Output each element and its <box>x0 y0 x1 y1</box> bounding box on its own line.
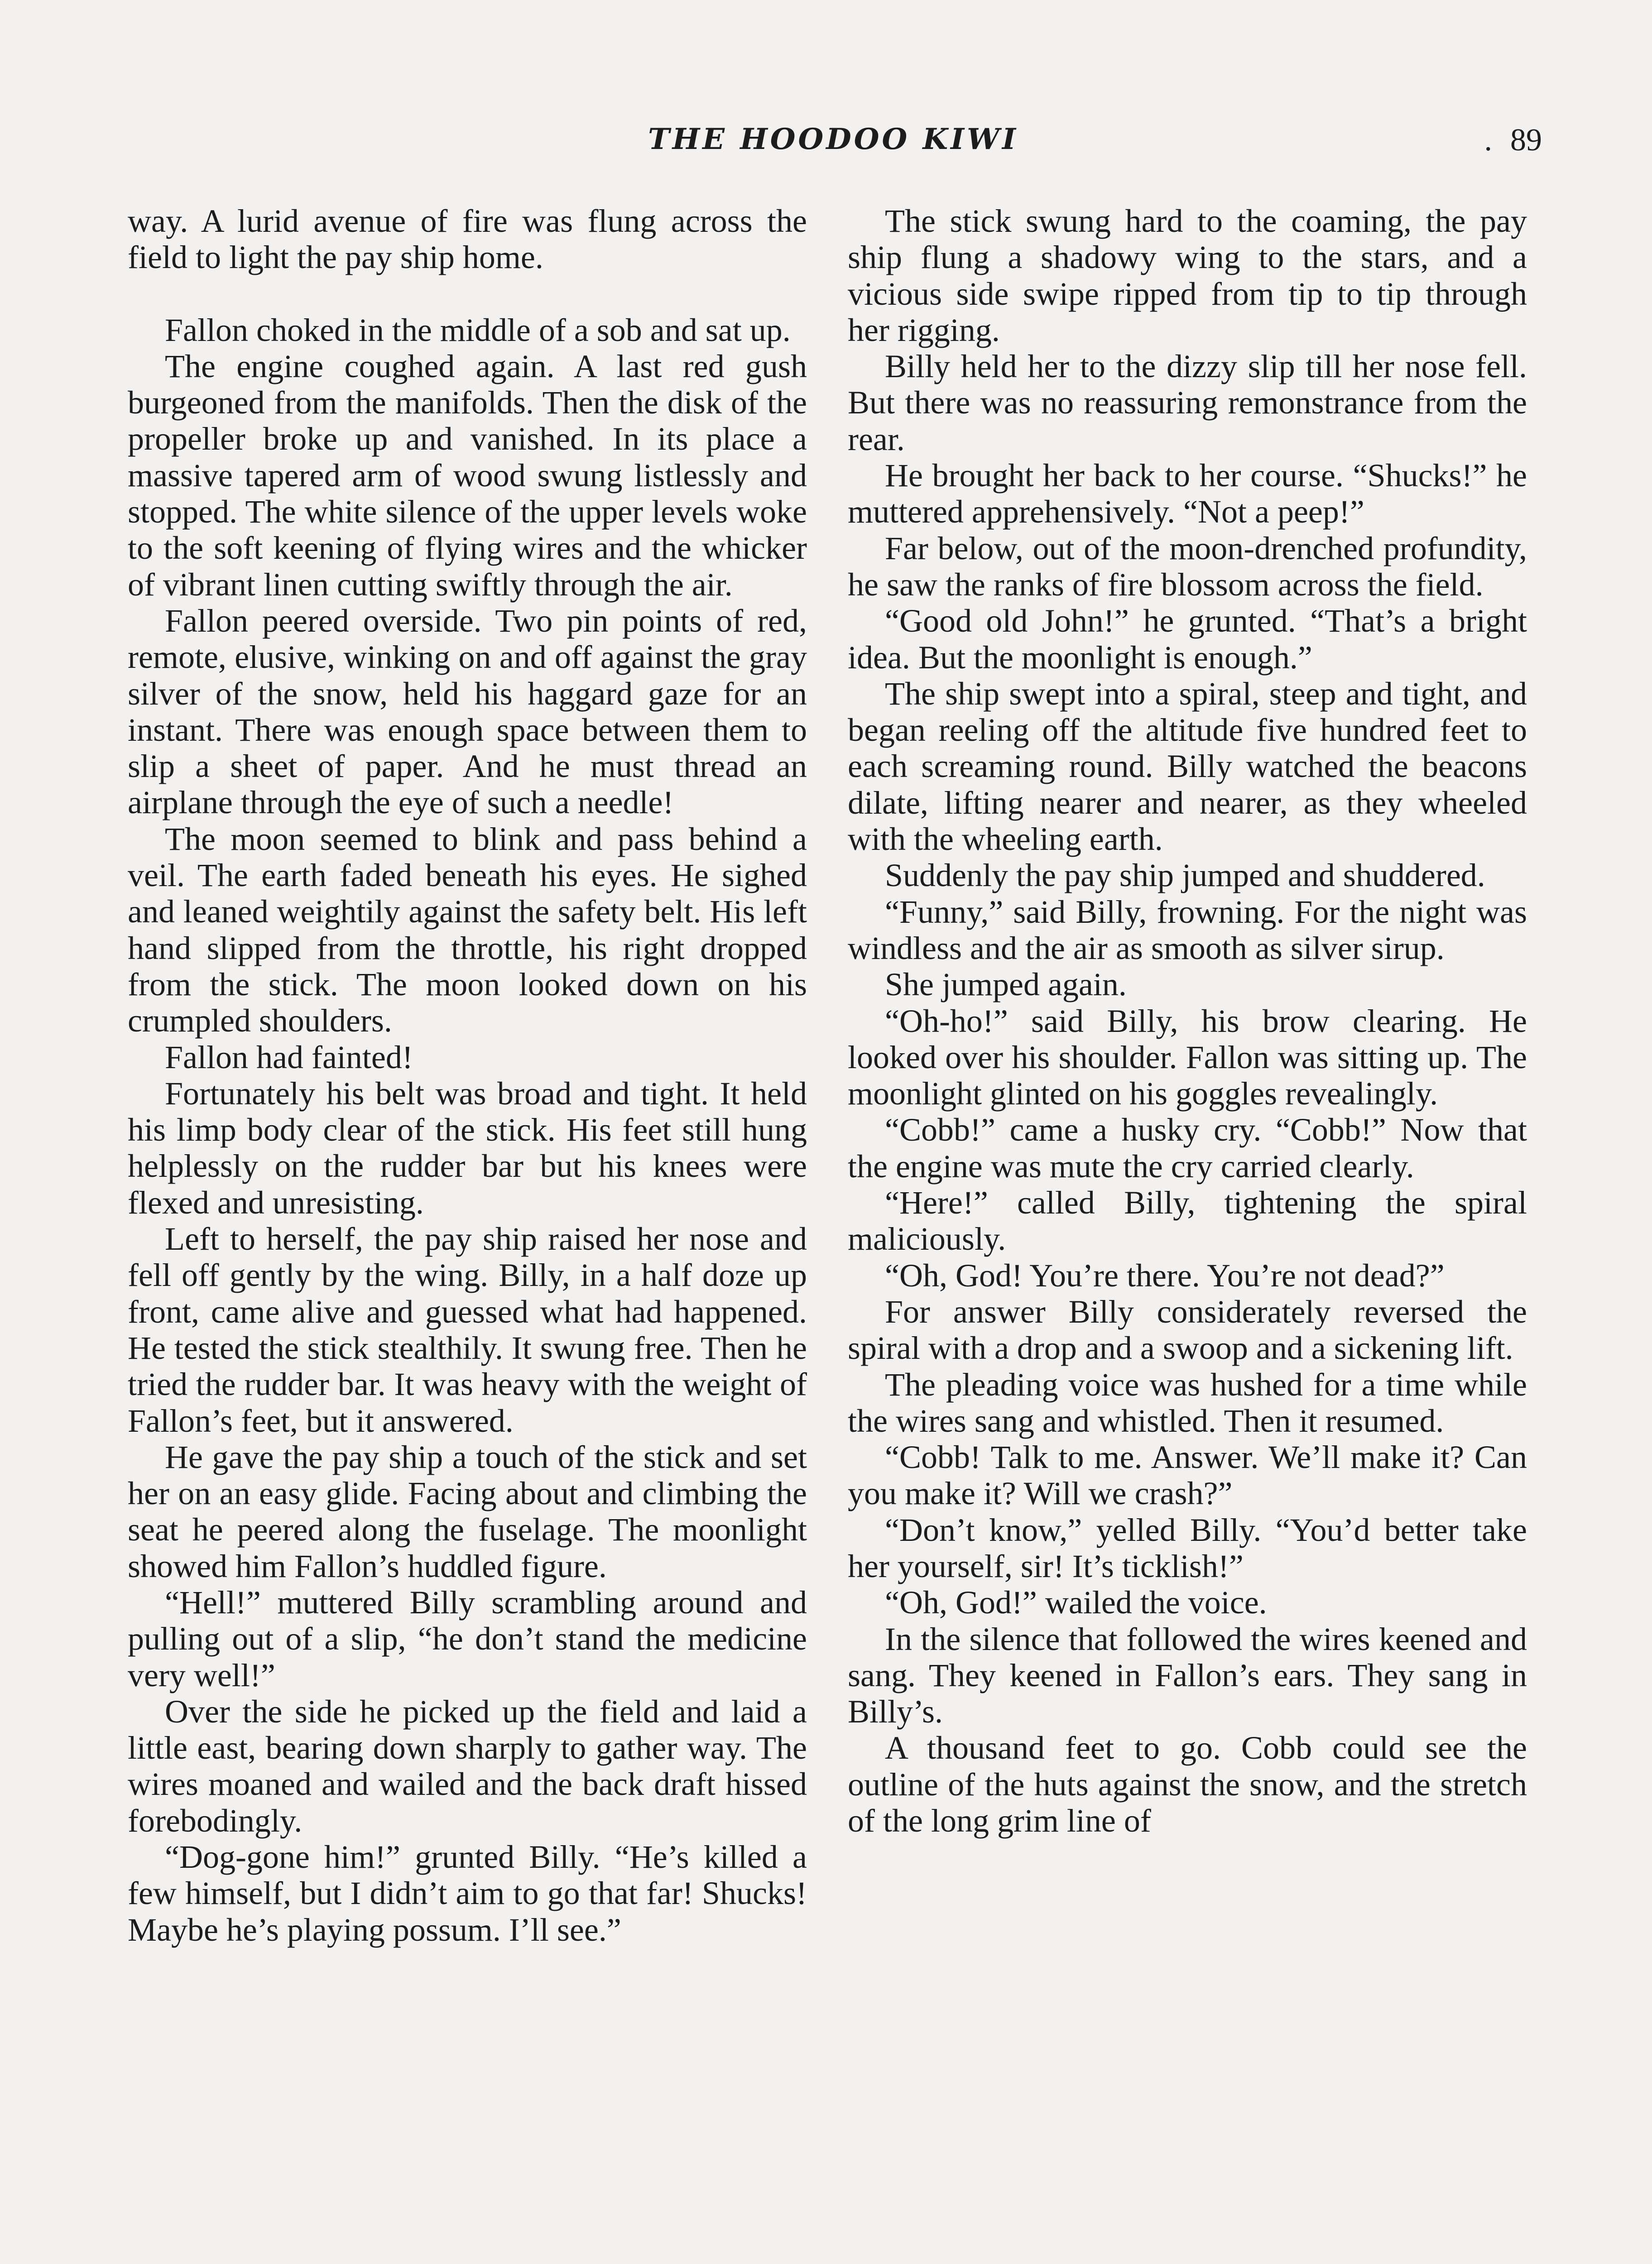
paragraph: Billy held her to the dizzy slip till her nose fell. But there was no reassuring remonstrance from the rear. <box>848 348 1527 457</box>
paragraph: Suddenly the pay ship jumped and shuddered. <box>885 857 1485 894</box>
left-column <box>128 203 807 1948</box>
paragraph: Fallon choked in the middle of a sob and sat up. <box>165 312 791 348</box>
paragraph: “Oh-ho!” said Billy, his brow clearing. He looked over his shoulder. Fallon was sitting up. The moonlight glinted on his goggles revealingly. <box>848 1002 1527 1112</box>
page-number <box>1484 122 1542 158</box>
right-column <box>848 203 1527 1839</box>
paragraph: A thousand feet to go. Cobb could see the outline of the huts against the snow, and the stretch of the long grim line of <box>848 1730 1527 1839</box>
paragraph: The ship swept into a spiral, steep and tight, and began reeling off the altitude five hundred feet to each screaming round. Billy watched the beacons dilate, lifting nearer and nearer, as they wheeled with the wheeling earth. <box>848 675 1527 858</box>
paragraph: Fallon had fainted! <box>165 1039 413 1075</box>
paragraph: The moon seemed to blink and pass behind a veil. The earth faded beneath his eyes. He sighed and leaned weightily against the safety belt. His left hand slipped from the throttle, his right dropped from the stick. The moon looked down on his crumpled shoulders. <box>128 820 807 1039</box>
page-header <box>125 122 1542 172</box>
page-number-dot: . <box>1484 123 1492 158</box>
paragraph: Over the side he picked up the field and laid a little east, bearing down sharply to gather way. The wires moaned and wailed and the back draft hissed forebodingly. <box>128 1693 807 1839</box>
paragraph: “Don’t know,” yelled Billy. “You’d better take her yourself, sir! It’s ticklish!” <box>848 1511 1527 1584</box>
paragraph: For answer Billy considerately reversed the spiral with a drop and a swoop and a sickening lift. <box>848 1293 1527 1367</box>
paragraph: Far below, out of the moon-drenched profundity, he saw the ranks of fire blossom across the field. <box>848 530 1527 603</box>
paragraph: “Cobb!” came a husky cry. “Cobb!” Now that the engine was mute the cry carried clearly. <box>848 1112 1527 1185</box>
paragraph: way. A lurid avenue of fire was flung across the field to light the pay ship home. <box>128 203 807 276</box>
paragraph: “Dog-gone him!” grunted Billy. “He’s killed a few himself, but I didn’t aim to go that far! Shucks! Maybe he’s playing possum. I’ll see.” <box>128 1839 807 1948</box>
paragraph: Fallon peered overside. Two pin points of red, remote, elusive, winking on and off against the gray silver of the snow, held his haggard gaze for an instant. There was enough space between them to slip a sheet of paper. And he must thread an airplane through the eye of such a needle! <box>128 602 807 821</box>
paragraph: She jumped again. <box>885 966 1127 1003</box>
paragraph: In the silence that followed the wires keened and sang. They keened in Fallon’s ears. They sang in Billy’s. <box>848 1621 1527 1730</box>
paragraph: He gave the pay ship a touch of the stick and set her on an easy glide. Facing about and climbing the seat he peered along the fuselage. The moonlight showed him Fallon’s huddled figure. <box>128 1439 807 1584</box>
paragraph: “Oh, God!” wailed the voice. <box>885 1584 1267 1621</box>
paragraph: Fortunately his belt was broad and tight. It held his limp body clear of the stick. His feet still hung helplessly on the rudder bar but his knees were flexed and unresisting. <box>128 1075 807 1221</box>
paragraph: The pleading voice was hushed for a time while the wires sang and whistled. Then it resumed. <box>848 1366 1527 1439</box>
paragraph: “Good old John!” he grunted. “That’s a bright idea. But the moonlight is enough.” <box>848 603 1527 676</box>
page-number-value: 89 <box>1510 123 1542 158</box>
paragraph: “Here!” called Billy, tightening the spiral maliciously. <box>848 1185 1527 1257</box>
paragraph: The stick swung hard to the coaming, the pay ship flung a shadowy wing to the stars, and a vicious side swipe ripped from tip to tip through her rigging. <box>848 203 1527 348</box>
paragraph: “Oh, God! You’re there. You’re not dead?” <box>885 1257 1445 1294</box>
paragraph: “Cobb! Talk to me. Answer. We’ll make it? Can you make it? Will we crash?” <box>848 1439 1527 1512</box>
paragraph: “Funny,” said Billy, frowning. For the night was windless and the air as smooth as silver sirup. <box>848 893 1527 966</box>
paragraph: The engine coughed again. A last red gush burgeoned from the manifolds. Then the disk of the propeller broke up and vanished. In its place a massive tapered arm of wood swung listlessly and stopped. The white silence of the upper levels woke to the soft keening of flying wires and the whicker of vibrant linen cutting swiftly through the air. <box>128 348 807 603</box>
paragraph: Left to herself, the pay ship raised her nose and fell off gently by the wing. Billy, in a half doze up front, came alive and guessed what had happened. He tested the stick stealthily. It swung free. Then he tried the rudder bar. It was heavy with the weight of Fallon’s feet, but it answered. <box>128 1221 807 1439</box>
running-title: THE HOODOO KIWI <box>648 122 1018 156</box>
paragraph: “Hell!” muttered Billy scrambling around and pulling out of a slip, “he don’t stand the medicine very well!” <box>128 1584 807 1693</box>
paragraph: He brought her back to her course. “Shucks!” he muttered apprehensively. “Not a peep!” <box>848 457 1527 530</box>
